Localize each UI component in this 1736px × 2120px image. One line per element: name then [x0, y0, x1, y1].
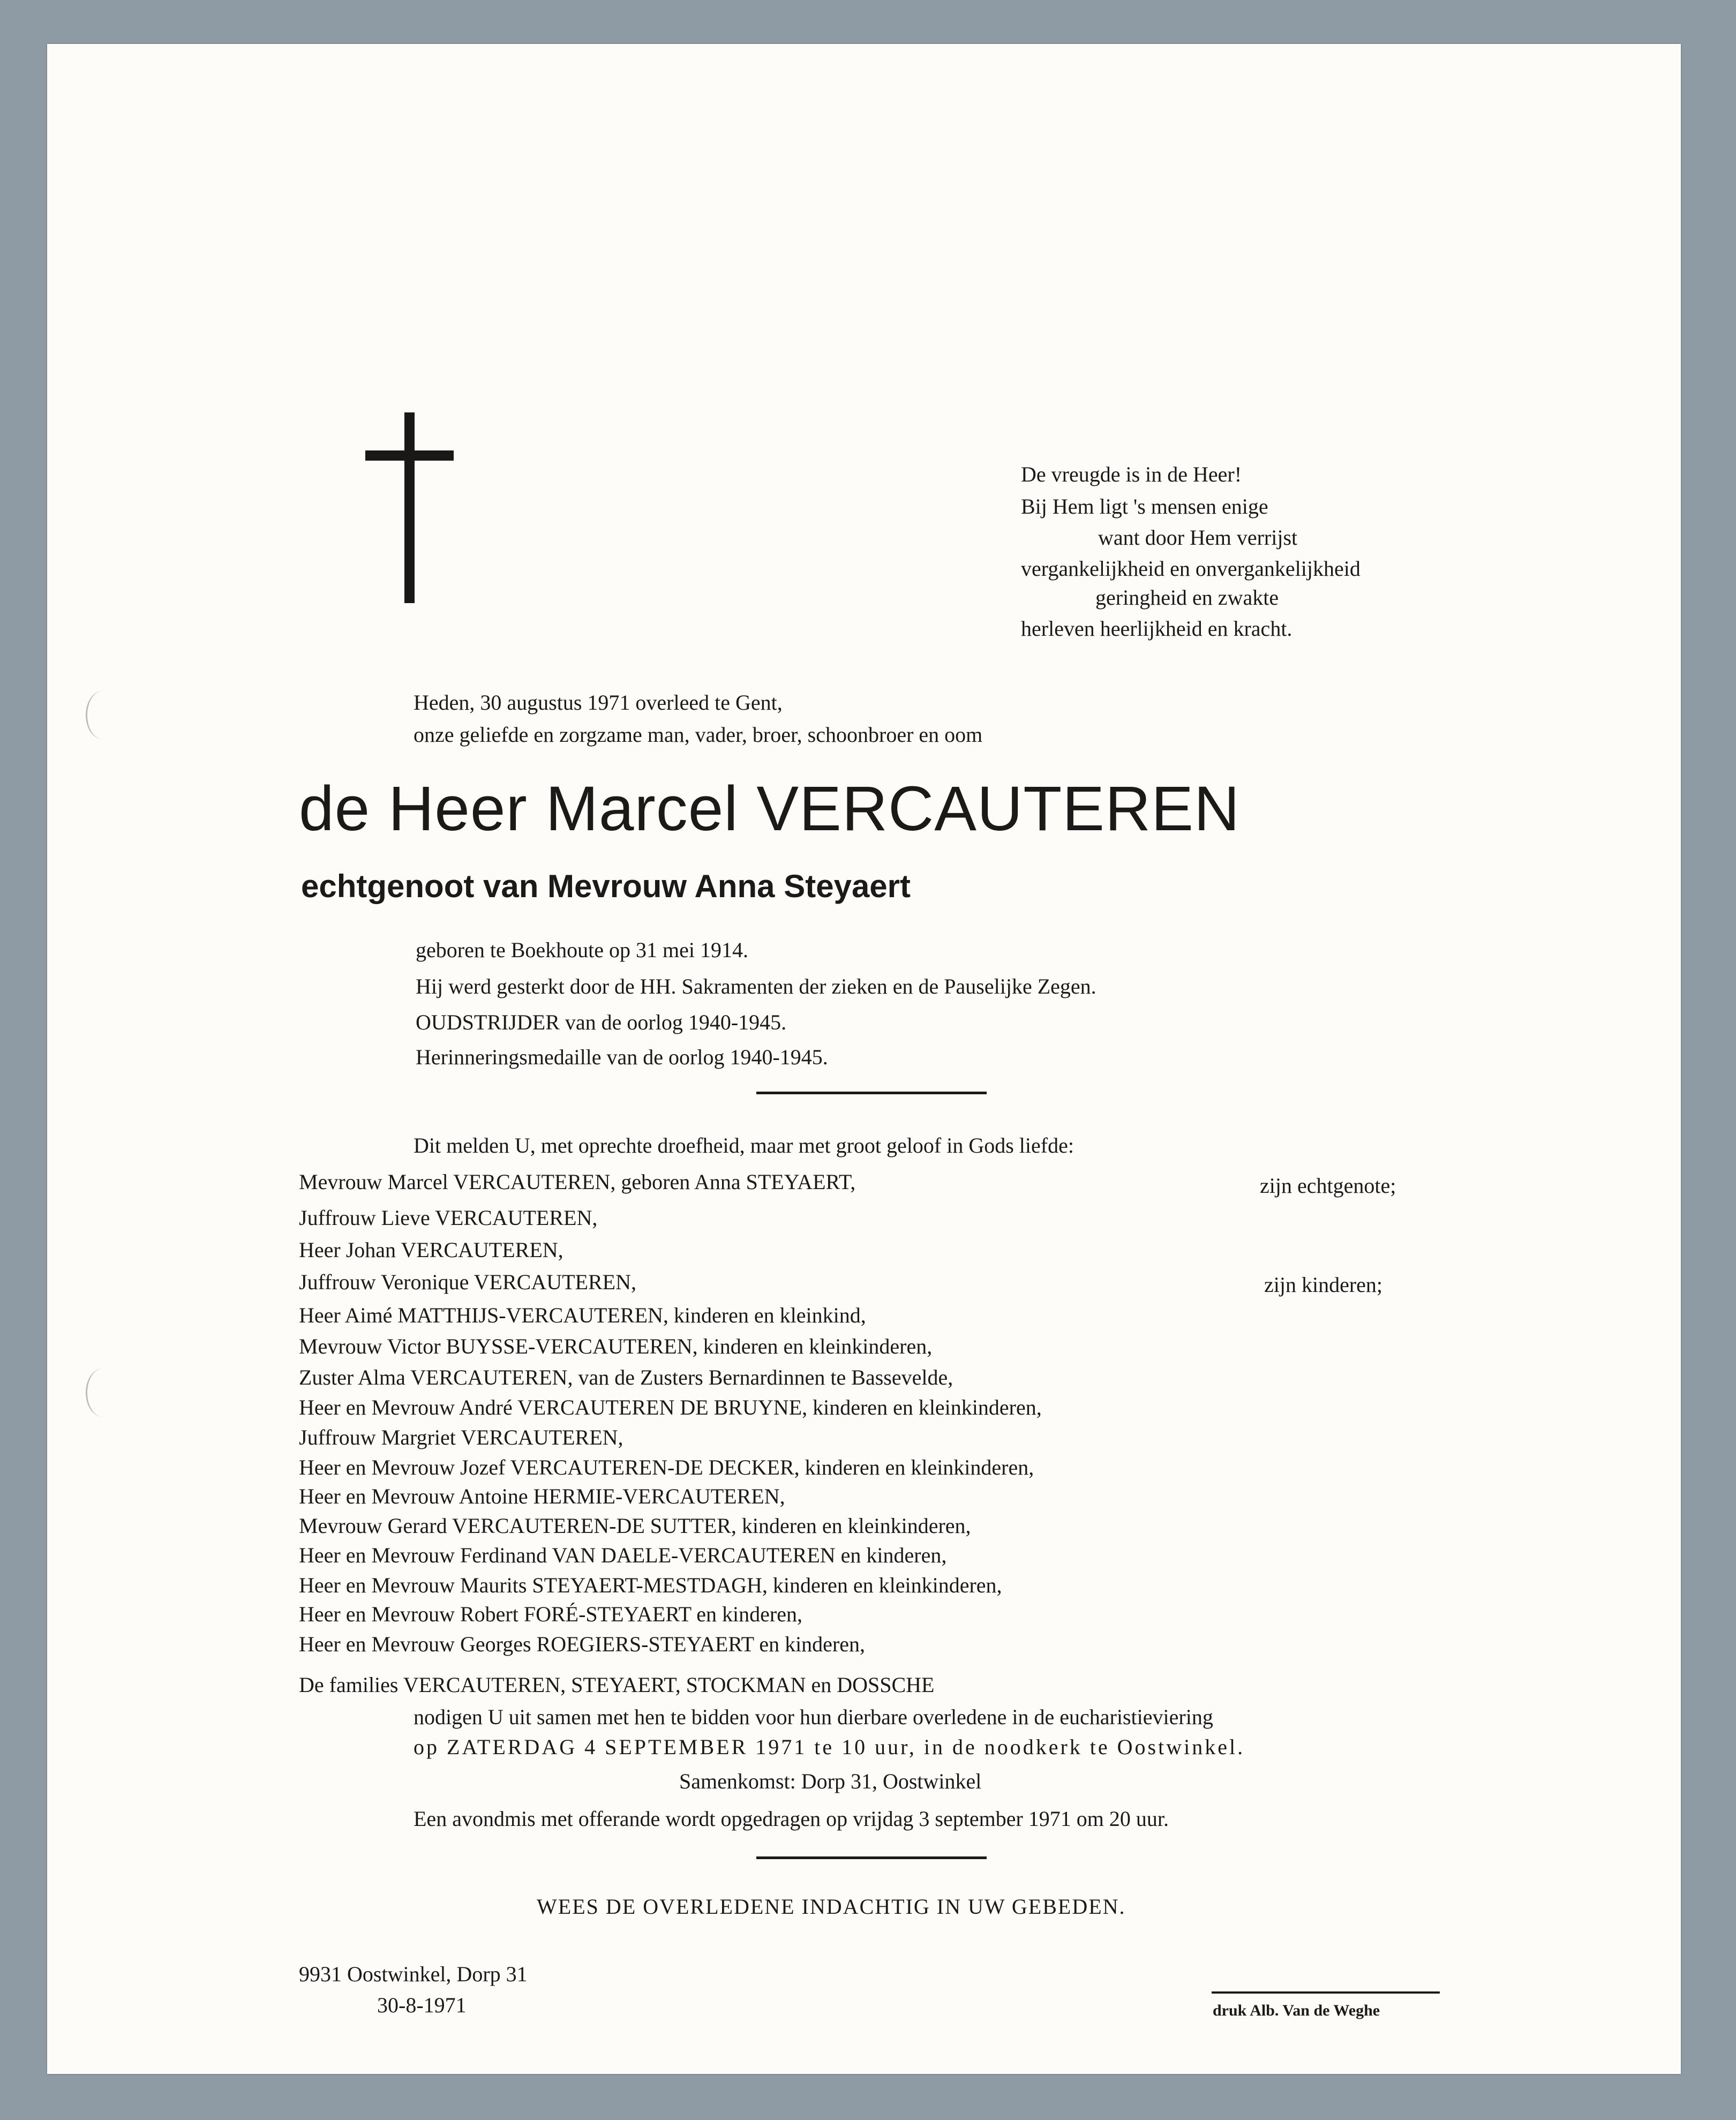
role-spouse: zijn echtgenote; [1260, 1174, 1396, 1198]
motto-line: geringheid en zwakte [1095, 585, 1279, 610]
deceased-name: de Heer Marcel VERCAUTEREN [299, 773, 1241, 844]
closing-line: WEES DE OVERLEDENE INDACHTIG IN UW GEBEDEN. [537, 1895, 1126, 1919]
family-member: Juffrouw Veronique VERCAUTEREN, [299, 1270, 636, 1294]
intro-line: Heden, 30 augustus 1971 overleed te Gent, [414, 690, 783, 715]
motto-line: herleven heerlijkheid en kracht. [1021, 617, 1292, 641]
spouse-line: echtgenoot van Mevrouw Anna Steyaert [301, 868, 911, 904]
family-member: Juffrouw Margriet VERCAUTEREN, [299, 1425, 623, 1449]
announcement: Dit melden U, met oprechte droefheid, maar met groot geloof in Gods liefde: [414, 1133, 1074, 1157]
cross-icon-bar [365, 450, 454, 461]
motto-line: De vreugde is in de Heer! [1021, 462, 1242, 486]
invitation-date-line: op ZATERDAG 4 SEPTEMBER 1971 te 10 uur, in de noodkerk te Oostwinkel. [414, 1735, 1245, 1759]
family-member: Heer en Mevrouw Robert FORÉ-STEYAERT en kinderen, [299, 1602, 802, 1626]
family-member: Heer en Mevrouw Ferdinand VAN DAELE-VERCAUTEREN en kinderen, [299, 1543, 947, 1567]
family-member: Mevrouw Victor BUYSSE-VERCAUTEREN, kinderen en kleinkinderen, [299, 1334, 933, 1358]
invitation-line: nodigen U uit samen met hen te bidden voor hun dierbare overledene in de eucharistieviering [414, 1705, 1213, 1729]
families-line: De families VERCAUTEREN, STEYAERT, STOCKMAN en DOSSCHE [299, 1673, 935, 1697]
motto-line: Bij Hem ligt 's mensen enige [1021, 494, 1268, 518]
evening-mass-line: Een avondmis met offerande wordt opgedragen op vrijdag 3 september 1971 om 20 uur. [414, 1807, 1169, 1831]
family-member: Heer Aimé MATTHIJS-VERCAUTEREN, kinderen en kleinkind, [299, 1303, 866, 1327]
date-line: 30-8-1971 [377, 1993, 467, 2017]
address-line: 9931 Oostwinkel, Dorp 31 [299, 1962, 528, 1986]
family-member: Heer en Mevrouw Jozef VERCAUTEREN-DE DECKER, kinderen en kleinkinderen, [299, 1455, 1034, 1479]
divider [756, 1092, 987, 1094]
bio-line: Herinneringsmedaille van de oorlog 1940-1945. [416, 1045, 828, 1069]
bio-line: geboren te Boekhoute op 31 mei 1914. [416, 938, 748, 962]
punch-hole-bottom [86, 1369, 119, 1417]
bio-line: Hij werd gesterkt door de HH. Sakramenten der zieken en de Pauselijke Zegen. [416, 974, 1096, 998]
family-member: Juffrouw Lieve VERCAUTEREN, [299, 1206, 598, 1230]
motto-line: vergankelijkheid en onvergankelijkheid [1021, 557, 1361, 581]
family-member: Heer en Mevrouw Maurits STEYAERT-MESTDAGH, kinderen en kleinkinderen, [299, 1573, 1002, 1597]
family-member: Heer en Mevrouw André VERCAUTEREN DE BRUYNE, kinderen en kleinkinderen, [299, 1395, 1042, 1419]
family-member: Heer en Mevrouw Antoine HERMIE-VERCAUTEREN, [299, 1484, 785, 1508]
bio-line: OUDSTRIJDER van de oorlog 1940-1945. [416, 1010, 787, 1034]
family-member: Mevrouw Gerard VERCAUTEREN-DE SUTTER, kinderen en kleinkinderen, [299, 1514, 971, 1538]
punch-hole-top [86, 691, 119, 739]
family-member: Zuster Alma VERCAUTEREN, van de Zusters Bernardinnen te Bassevelde, [299, 1365, 953, 1389]
printer-rule [1212, 1991, 1440, 1994]
role-children: zijn kinderen; [1264, 1273, 1383, 1297]
family-member: Heer Johan VERCAUTEREN, [299, 1238, 563, 1262]
divider [756, 1856, 987, 1859]
printer-credit: druk Alb. Van de Weghe [1213, 2002, 1380, 2019]
cross-icon [404, 412, 415, 603]
motto-line: want door Hem verrijst [1098, 525, 1298, 550]
family-member: Mevrouw Marcel VERCAUTEREN, geboren Anna STEYAERT, [299, 1170, 856, 1194]
family-member: Heer en Mevrouw Georges ROEGIERS-STEYAERT en kinderen, [299, 1632, 866, 1656]
intro-line: onze geliefde en zorgzame man, vader, broer, schoonbroer en oom [414, 723, 983, 747]
gathering-line: Samenkomst: Dorp 31, Oostwinkel [679, 1769, 982, 1793]
